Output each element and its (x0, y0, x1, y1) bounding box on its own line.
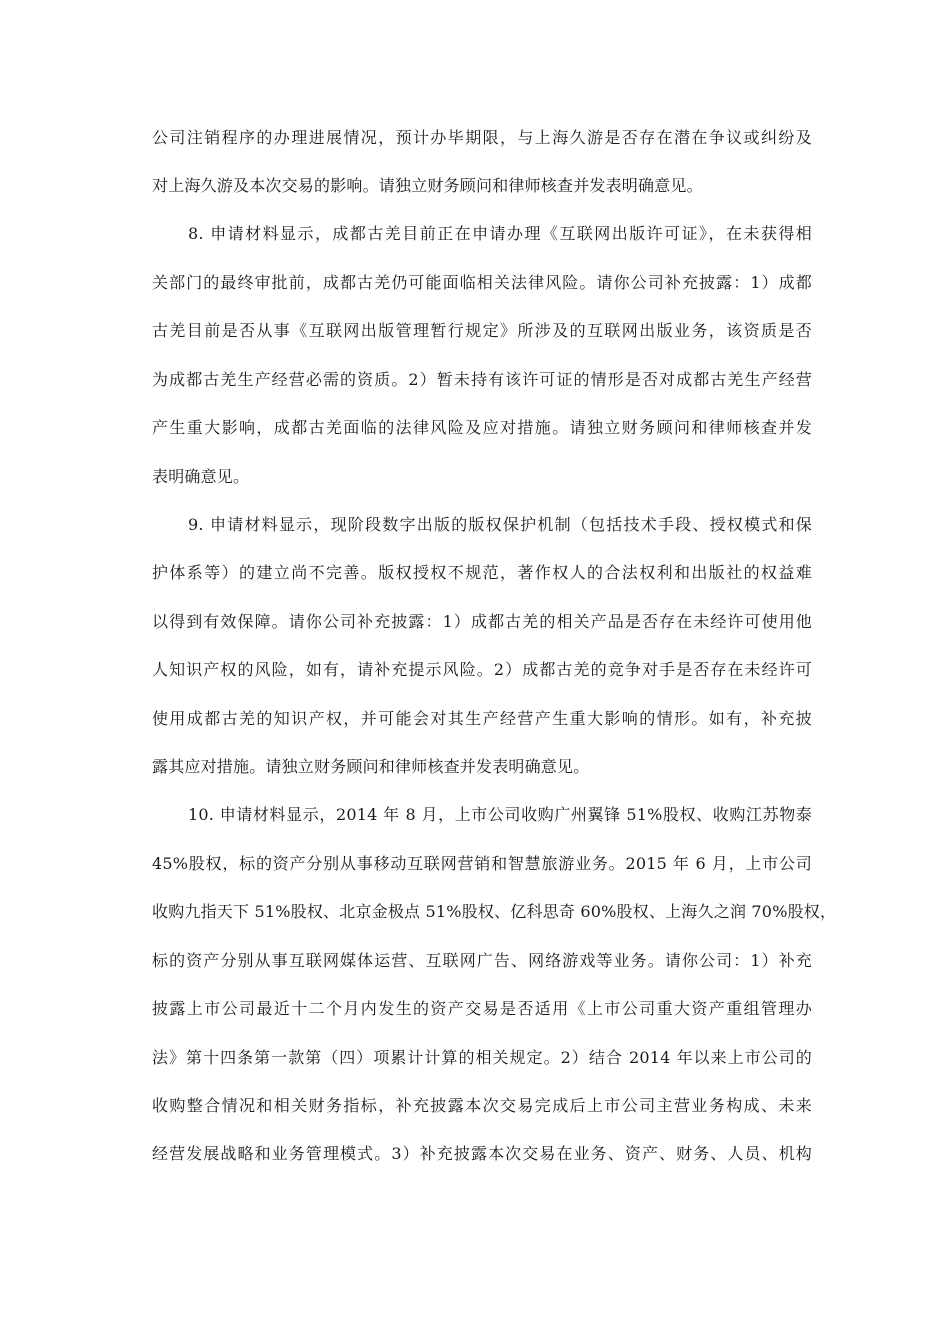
text-line: 产生重大影响，成都古羌面临的法律风险及应对措施。请独立财务顾问和律师核查并发 (152, 418, 812, 437)
text-line: 45%股权，标的资产分别从事移动互联网营销和智慧旅游业务。2015 年 6 月，上市公司 (152, 854, 812, 873)
text-line: 护体系等）的建立尚不完善。版权授权不规范，著作权人的合法权利和出版社的权益难 (152, 563, 812, 582)
text-line: 标的资产分别从事互联网媒体运营、互联网广告、网络游戏等业务。请你公司：1）补充 (152, 951, 812, 970)
text-line: 收购九指天下 51%股权、北京金极点 51%股权、亿科思奇 60%股权、上海久之润 70%股权， (152, 902, 837, 921)
item-8-heading-line: 8. 申请材料显示，成都古羌目前正在申请办理《互联网出版许可证》，在未获得相 (188, 224, 812, 243)
text-line: 对上海久游及本次交易的影响。请独立财务顾问和律师核查并发表明确意见。 (152, 176, 703, 195)
text-line: 披露上市公司最近十二个月内发生的资产交易是否适用《上市公司重大资产重组管理办 (152, 999, 812, 1018)
text-line: 人知识产权的风险，如有，请补充提示风险。2）成都古羌的竞争对手是否存在未经许可 (152, 660, 812, 679)
text-line: 以得到有效保障。请你公司补充披露：1）成都古羌的相关产品是否存在未经许可使用他 (152, 612, 812, 631)
text-line: 经营发展战略和业务管理模式。3）补充披露本次交易在业务、资产、财务、人员、机构 (152, 1144, 812, 1163)
text-line: 为成都古羌生产经营必需的资质。2）暂未持有该许可证的情形是否对成都古羌生产经营 (152, 370, 812, 389)
text-line: 公司注销程序的办理进展情况，预计办毕期限，与上海久游是否存在潜在争议或纠纷及 (152, 128, 812, 147)
item-9-heading-line: 9. 申请材料显示，现阶段数字出版的版权保护机制（包括技术手段、授权模式和保 (188, 515, 812, 534)
text-line: 关部门的最终审批前，成都古羌仍可能面临相关法律风险。请你公司补充披露：1）成都 (152, 273, 812, 292)
item-10-heading-line: 10. 申请材料显示，2014 年 8 月，上市公司收购广州翼锋 51%股权、收购江苏物泰 (188, 805, 812, 824)
text-line: 古羌目前是否从事《互联网出版管理暂行规定》所涉及的互联网出版业务，该资质是否 (152, 321, 812, 340)
text-line: 表明确意见。 (152, 467, 250, 486)
text-line: 露其应对措施。请独立财务顾问和律师核查并发表明确意见。 (152, 757, 590, 776)
text-line: 收购整合情况和相关财务指标，补充披露本次交易完成后上市公司主营业务构成、未来 (152, 1096, 812, 1115)
text-line: 法》第十四条第一款第（四）项累计计算的相关规定。2）结合 2014 年以来上市公司的 (152, 1048, 812, 1067)
text-line: 使用成都古羌的知识产权，并可能会对其生产经营产生重大影响的情形。如有，补充披 (152, 709, 812, 728)
